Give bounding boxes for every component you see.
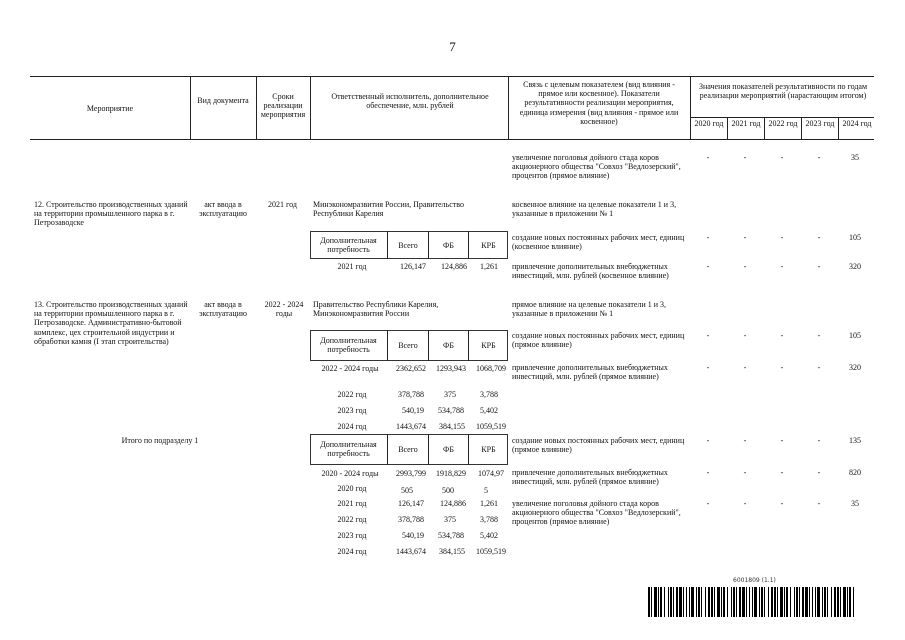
fin-krb: 1,261 — [480, 262, 498, 271]
indicator-value: - — [817, 233, 821, 242]
fin-year: 2022 - 2024 годы — [321, 364, 379, 373]
fin-total: 540,19 — [402, 406, 424, 415]
header-year: 2022 год — [768, 119, 798, 128]
header-divider — [764, 117, 765, 139]
indicator-value: - — [706, 153, 710, 162]
fin-krb: 5,402 — [480, 406, 498, 415]
indicator-value: - — [780, 331, 784, 340]
indicator-value: - — [743, 436, 747, 445]
indicator-value: - — [780, 468, 784, 477]
fin-year: 2023 год — [337, 531, 367, 540]
fin-fb: 384,155 — [439, 547, 465, 556]
fin-year: 2021 год — [337, 499, 367, 508]
header-activity: Мероприятие — [86, 104, 134, 113]
header-values: Значения показателей результативности по годам реализации мероприятий (нарастающим итогом) — [698, 82, 868, 101]
indicator-value: 105 — [849, 331, 861, 340]
header-top-rule — [30, 76, 874, 77]
fin-total: 378,788 — [398, 390, 424, 399]
fin-total: 126,147 — [400, 262, 426, 271]
indicator-value: - — [706, 262, 710, 271]
header-year: 2021 год — [731, 119, 761, 128]
doc-type-12: акт ввода в эксплуатацию — [199, 200, 247, 219]
fin-total: 126,147 — [398, 499, 424, 508]
indicator-value: 320 — [849, 363, 861, 372]
indicator-value: - — [780, 436, 784, 445]
fin-year: 2024 год — [337, 422, 367, 431]
fin-head: Всего — [398, 241, 418, 250]
terms-13: 2022 - 2024 годы — [264, 300, 304, 319]
fin-fb: 500 — [442, 486, 454, 495]
fin-krb: 5 — [484, 486, 488, 495]
barcode-image — [648, 587, 857, 617]
fin-fb: 1293,943 — [436, 364, 466, 373]
fin-head: Всего — [398, 341, 418, 350]
header-divider — [508, 76, 509, 139]
fin-head: Дополнительная потребность — [320, 336, 377, 355]
fin-krb: 3,788 — [480, 390, 498, 399]
fin-krb: 1059,519 — [476, 547, 506, 556]
fin-krb: 1074,97 — [478, 469, 504, 478]
indicator-value: 35 — [851, 153, 859, 162]
fin-krb: 3,788 — [480, 515, 498, 524]
fin-total: 1443,674 — [396, 422, 426, 431]
fin-head: КРБ — [481, 341, 496, 350]
subtotal-label: Итого по подразделу 1 — [121, 436, 199, 445]
fin-year: 2023 год — [337, 406, 367, 415]
indicator-value: - — [817, 153, 821, 162]
indicator-value: - — [706, 331, 710, 340]
header-doc-type: Вид документа — [197, 96, 249, 105]
fin-year: 2022 год — [337, 515, 367, 524]
fin-year: 2022 год — [337, 390, 367, 399]
indicator-text: создание новых постоянных рабочих мест, единиц (прямое влияние) — [512, 436, 685, 455]
fin-total: 540,19 — [402, 531, 424, 540]
fin-head: КРБ — [481, 241, 496, 250]
indicator-value: - — [780, 499, 784, 508]
fin-fb: 375 — [444, 390, 456, 399]
responsible-13: Правительство Республики Карелия, Минэкономразвития России — [313, 300, 439, 319]
activity-13: 13. Строительство производственных зданий на территории промышленного парка в г. Петрозаводске. Административно-бытовой комплекс, цех строительной индустрии и обработки камня (I этап строительства) — [34, 300, 188, 346]
indicator-value: - — [743, 499, 747, 508]
indicator-value: - — [743, 468, 747, 477]
indicator-value: - — [743, 262, 747, 271]
fin-fb: 384,155 — [439, 422, 465, 431]
indicator-text: создание новых постоянных рабочих мест, единиц (прямое влияние) — [512, 331, 685, 350]
indicator-value: - — [706, 233, 710, 242]
fin-total: 2362,652 — [396, 364, 426, 373]
indicator-value: - — [817, 262, 821, 271]
indicator-value: - — [706, 499, 710, 508]
indicator-value: - — [780, 262, 784, 271]
fin-head: Дополнительная потребность — [320, 440, 377, 459]
indicator-value: - — [706, 468, 710, 477]
header-divider — [838, 117, 839, 139]
indicator-value: - — [706, 363, 710, 372]
indicator-text: привлечение дополнительных внебюджетных инвестиций, млн. рублей (косвенное влияние) — [512, 262, 669, 281]
doc-type-13: акт ввода в эксплуатацию — [199, 300, 247, 319]
fin-head: Всего — [398, 445, 418, 454]
header-divider — [801, 117, 802, 139]
indicator-value: 35 — [851, 499, 859, 508]
indicator-value: - — [817, 436, 821, 445]
fin-total: 2993,799 — [396, 469, 426, 478]
fin-year: 2021 год — [337, 262, 367, 271]
fin-year: 2020 - 2024 годы — [321, 469, 379, 478]
indicator-text: привлечение дополнительных внебюджетных инвестиций, млн. рублей (прямое влияние) — [512, 363, 668, 382]
fin-fb: 124,886 — [441, 262, 467, 271]
header-terms: Сроки реализации мероприятия — [260, 92, 306, 120]
indicator-text: увеличение поголовья дойного стада коров акционерного общества "Совхоз "Ведлозерский", процентов (прямое влияние) — [512, 153, 681, 181]
header-year: 2024 год — [842, 119, 872, 128]
fin-fb: 1918,829 — [436, 469, 466, 478]
header-divider — [310, 76, 311, 139]
fin-fb: 124,886 — [440, 499, 466, 508]
barcode-label: 6001809 (1.1) — [733, 577, 776, 584]
indicator-value: - — [817, 468, 821, 477]
indicator-value: - — [780, 363, 784, 372]
header-bottom-rule — [30, 139, 874, 140]
indicator-value: - — [817, 331, 821, 340]
indicator-value: 320 — [849, 262, 861, 271]
fin-fb: 534,788 — [438, 406, 464, 415]
header-link: Связь с целевым показателем (вид влияния - прямое или косвенное). Показатели результативности реализации мероприятия, единица измерения (вид влияния - прямое или косвенное) — [519, 80, 679, 126]
indicator-value: - — [743, 153, 747, 162]
indicator-value: - — [743, 331, 747, 340]
header-divider — [727, 117, 728, 139]
fin-fb: 375 — [444, 515, 456, 524]
indicator-text: создание новых постоянных рабочих мест, единиц (косвенное влияние) — [512, 233, 685, 252]
indicator-text: привлечение дополнительных внебюджетных инвестиций, млн. рублей (прямое влияние) — [512, 468, 668, 487]
indicator-value: 820 — [849, 468, 861, 477]
fin-head: ФБ — [443, 445, 454, 454]
fin-krb: 1068,709 — [476, 364, 506, 373]
indicator-value: - — [743, 363, 747, 372]
fin-head: Дополнительная потребность — [320, 236, 377, 255]
years-rule — [690, 117, 874, 118]
indicator-value: - — [817, 499, 821, 508]
fin-head: ФБ — [443, 341, 454, 350]
fin-year: 2020 год — [337, 484, 367, 493]
link-13: прямое влияние на целевые показатели 1 и 3, указанные в приложении № 1 — [512, 300, 667, 319]
fin-krb: 1,261 — [480, 499, 498, 508]
indicator-value: - — [817, 363, 821, 372]
fin-total: 505 — [401, 486, 413, 495]
terms-12: 2021 год — [268, 200, 297, 209]
fin-fb: 534,788 — [438, 531, 464, 540]
indicator-text: увеличение поголовья дойного стада коров акционерного общества "Совхоз "Ведлозерский", процентов (прямое влияние) — [512, 499, 681, 527]
header-divider — [190, 76, 191, 139]
fin-krb: 5,402 — [480, 531, 498, 540]
indicator-value: - — [780, 233, 784, 242]
page-number: 7 — [449, 39, 456, 54]
header-year: 2020 год — [694, 119, 724, 128]
header-responsible: Ответственный исполнитель, дополнительное обеспечение, млн. рублей — [331, 92, 489, 111]
activity-12: 12. Строительство производственных зданий на территории промышленного парка в г. Петрозаводске — [34, 200, 188, 228]
responsible-12: Минэкономразвития России, Правительство Республики Карелия — [313, 200, 464, 219]
indicator-value: - — [780, 153, 784, 162]
fin-total: 378,788 — [398, 515, 424, 524]
indicator-value: 105 — [849, 233, 861, 242]
link-12: косвенное влияние на целевые показатели 1 и 3, указанные в приложении № 1 — [512, 200, 677, 219]
fin-krb: 1059,519 — [476, 422, 506, 431]
header-year: 2023 год — [805, 119, 835, 128]
fin-total: 1443,674 — [396, 547, 426, 556]
fin-head: КРБ — [481, 445, 496, 454]
header-divider — [690, 76, 691, 139]
indicator-value: 135 — [849, 436, 861, 445]
fin-head: ФБ — [443, 241, 454, 250]
indicator-value: - — [706, 436, 710, 445]
fin-year: 2024 год — [337, 547, 367, 556]
indicator-value: - — [743, 233, 747, 242]
